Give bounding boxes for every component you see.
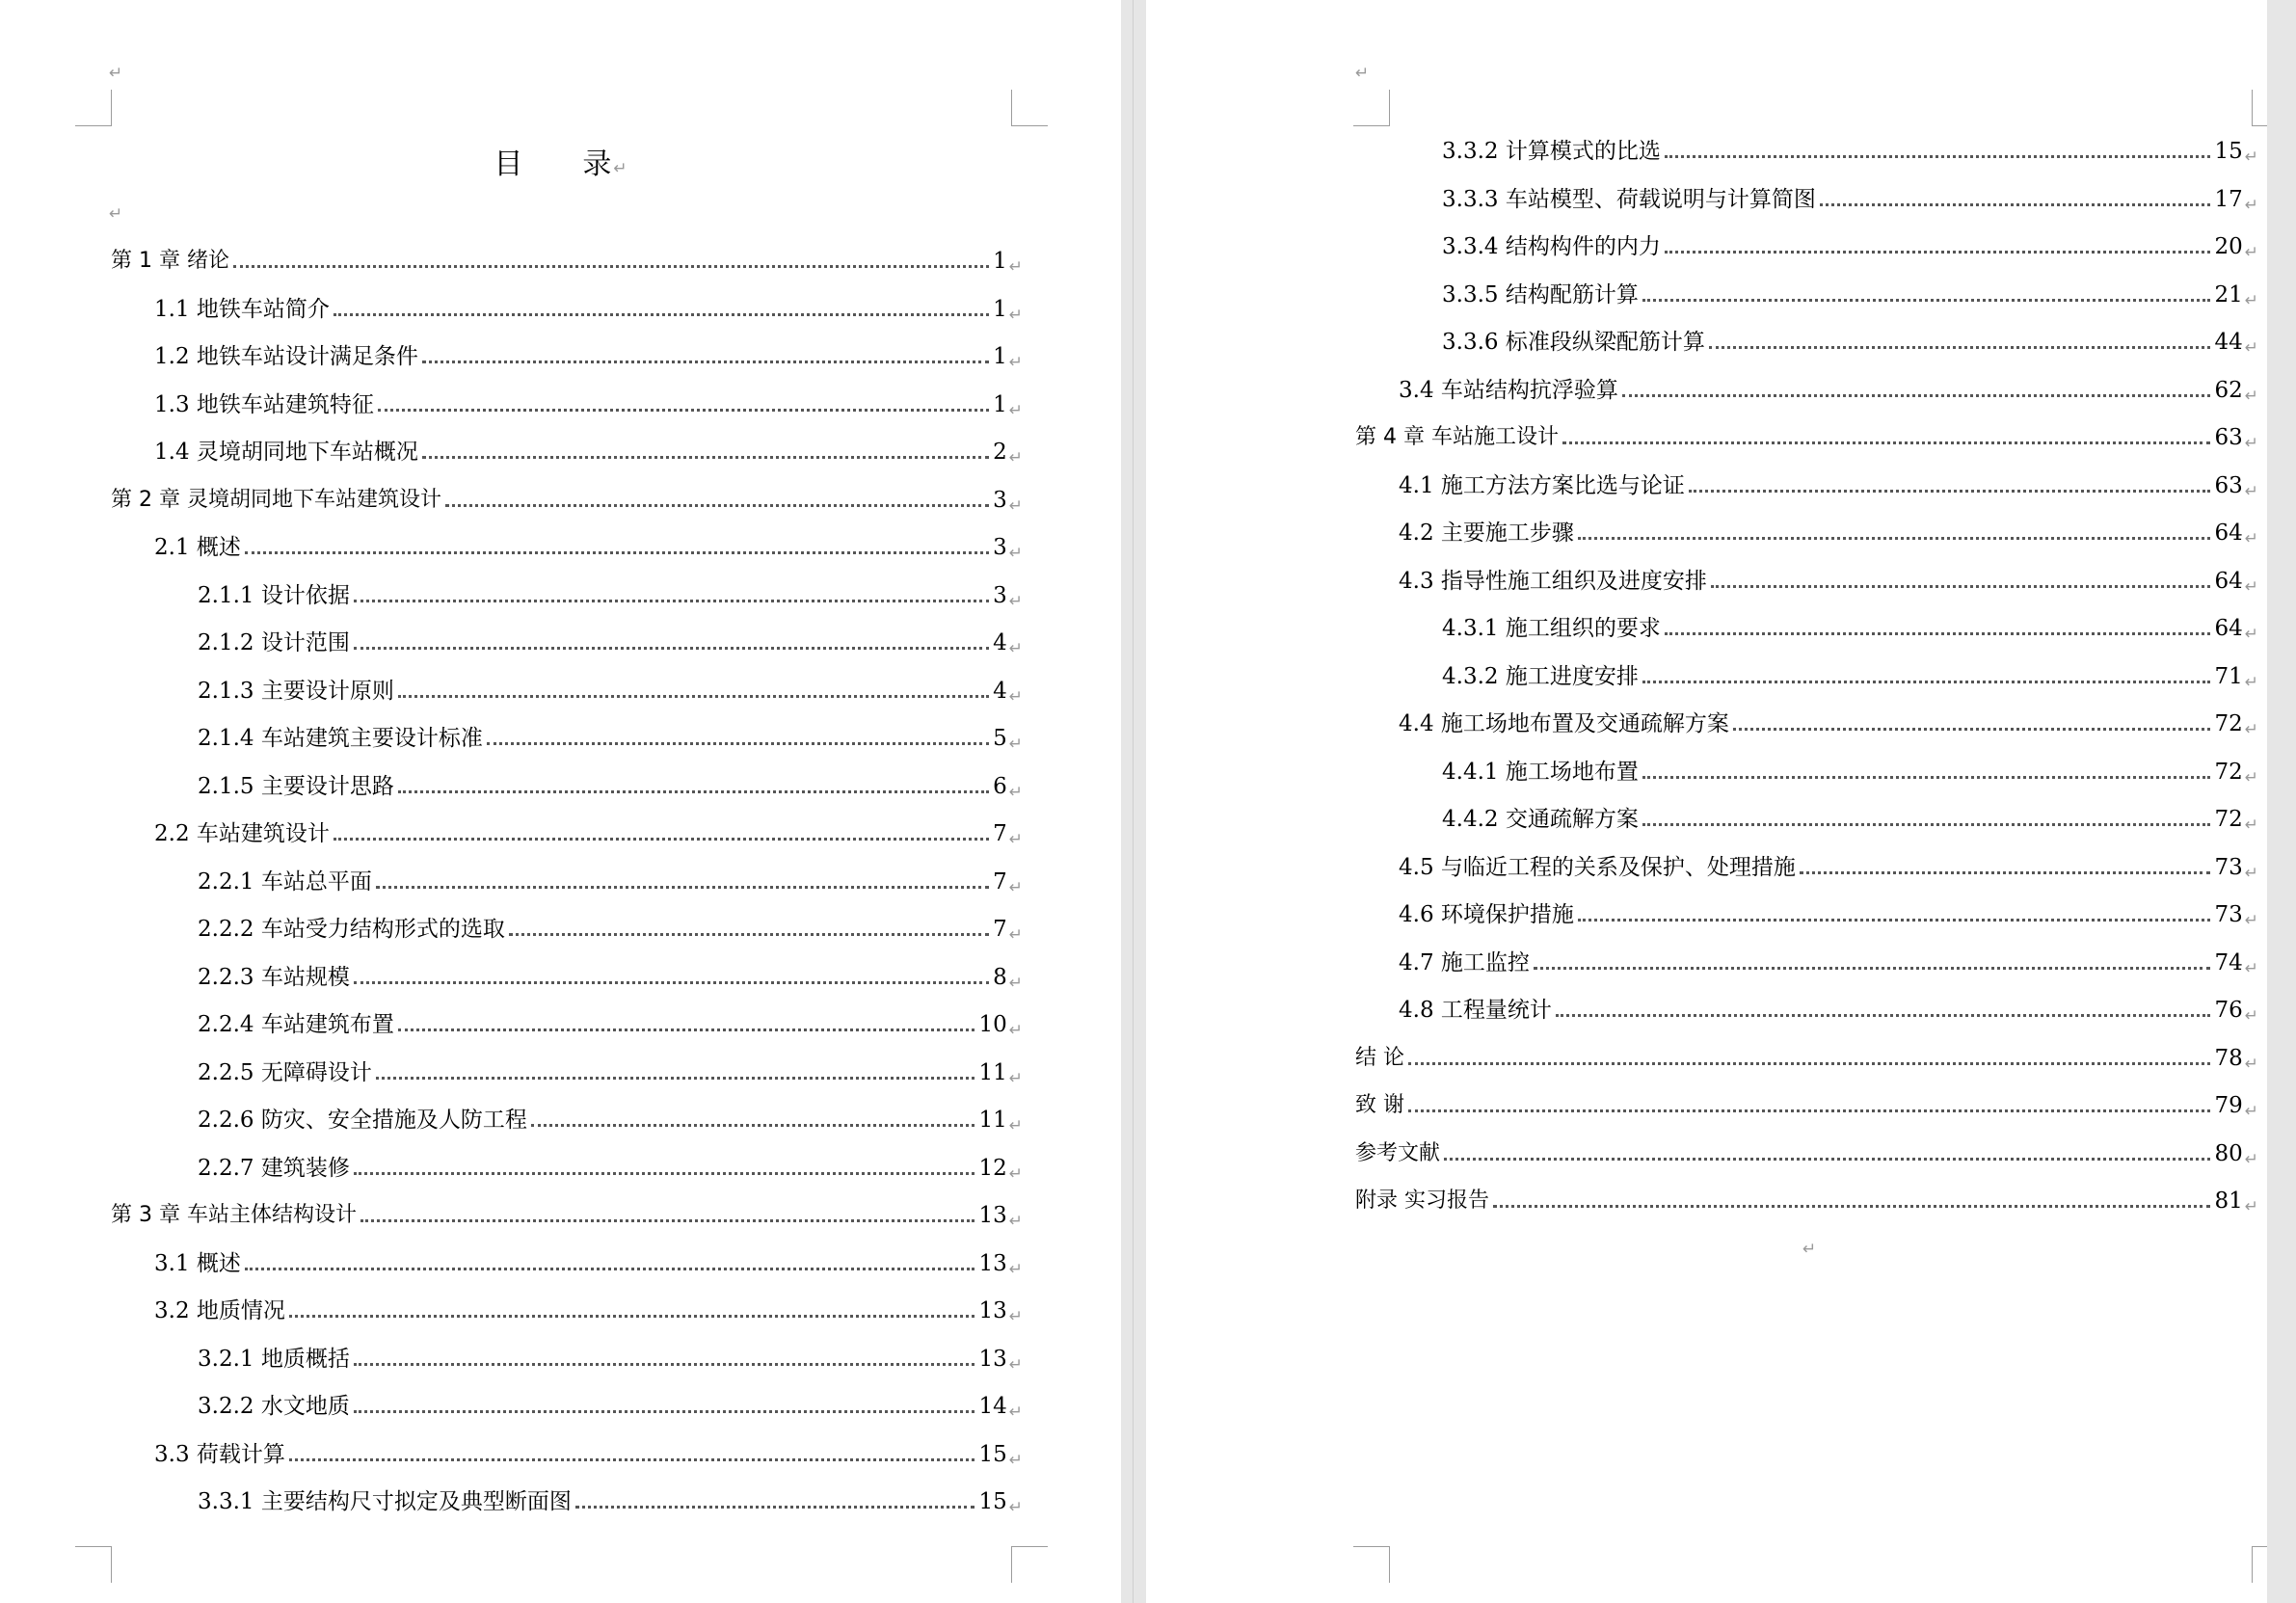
toc-entry-page: 7 <box>993 917 1007 942</box>
paragraph-mark: ↵ <box>1008 1069 1023 1088</box>
toc-leader <box>334 313 989 316</box>
paragraph-mark: ↵ <box>1008 306 1023 325</box>
toc-list-right <box>1146 0 2267 1603</box>
paragraph-mark: ↵ <box>2244 529 2258 548</box>
paragraph-mark: ↵ <box>2244 959 2258 978</box>
toc-entry[interactable] <box>1355 1185 2258 1216</box>
paragraph-mark: ↵ <box>2244 387 2258 406</box>
toc-leader <box>531 1124 975 1127</box>
toc-leader <box>1578 537 2211 540</box>
toc-entry[interactable] <box>198 913 1023 944</box>
toc-entry-page: 1 <box>993 249 1007 274</box>
toc-entry[interactable] <box>154 1247 1023 1278</box>
toc-entry[interactable] <box>198 722 1023 753</box>
toc-leader <box>354 981 989 984</box>
toc-entry-page: 17 <box>2214 187 2243 212</box>
toc-entry-page: 7 <box>993 869 1007 895</box>
toc-entry-label: 2.2.2 车站受力结构形式的选取 <box>198 917 505 942</box>
toc-entry[interactable] <box>1355 1137 2258 1168</box>
toc-entry-page: 71 <box>2214 664 2243 689</box>
toc-leader <box>1820 203 2211 206</box>
toc-entry-page: 5 <box>993 726 1007 751</box>
toc-entry-label: 2.2.5 无障碍设计 <box>198 1060 372 1085</box>
toc-leader <box>289 1315 975 1318</box>
toc-entry-label: 致 谢 <box>1355 1093 1404 1117</box>
toc-leader <box>1408 1062 2210 1065</box>
toc-leader <box>1689 490 2211 493</box>
toc-entry-label: 2.2.7 建筑装修 <box>198 1156 350 1181</box>
toc-entry-page: 11 <box>978 1108 1007 1133</box>
toc-entry-page: 79 <box>2214 1093 2243 1118</box>
toc-entry-page: 10 <box>978 1012 1007 1037</box>
toc-entry[interactable] <box>1355 1042 2258 1073</box>
toc-entry-label: 2.2.4 车站建筑布置 <box>198 1012 394 1037</box>
toc-leader <box>445 504 989 507</box>
toc-entry[interactable] <box>1442 230 2258 261</box>
toc-leader <box>1709 346 2211 349</box>
toc-entry[interactable] <box>1442 660 2258 691</box>
paragraph-mark: ↵ <box>1008 1307 1023 1326</box>
toc-entry-page: 81 <box>2214 1189 2243 1214</box>
toc-entry-label: 4.2 主要施工步骤 <box>1399 521 1574 546</box>
toc-leader <box>1800 871 2211 874</box>
toc-entry[interactable] <box>198 1056 1023 1087</box>
toc-entry[interactable] <box>1399 947 2258 977</box>
toc-leader <box>1733 728 2211 731</box>
toc-leader <box>1444 1158 2210 1161</box>
toc-entry-label: 4.3.1 施工组织的要求 <box>1442 616 1661 641</box>
toc-leader <box>509 933 989 936</box>
toc-entry-page: 3 <box>993 535 1007 560</box>
toc-entry-label: 4.8 工程量统计 <box>1399 998 1552 1023</box>
toc-entry-page: 44 <box>2214 330 2243 355</box>
toc-entry-page: 63 <box>2214 473 2243 498</box>
toc-leader <box>1665 155 2211 158</box>
toc-entry-label: 1.1 地铁车站简介 <box>154 297 330 322</box>
toc-entry[interactable] <box>198 675 1023 706</box>
toc-entry[interactable] <box>1442 612 2258 643</box>
toc-entry-label: 4.3.2 施工进度安排 <box>1442 664 1639 689</box>
toc-entry[interactable] <box>1442 183 2258 214</box>
paragraph-mark: ↵ <box>2244 434 2258 453</box>
toc-entry-label: 2.1.3 主要设计原则 <box>198 679 394 704</box>
toc-entry-page: 72 <box>2214 760 2243 785</box>
toc-entry-label: 第 3 章 车站主体结构设计 <box>111 1203 357 1227</box>
toc-leader <box>354 647 989 650</box>
toc-leader <box>398 1029 975 1031</box>
toc-entry-page: 64 <box>2214 569 2243 594</box>
toc-entry[interactable] <box>1442 326 2258 357</box>
toc-entry-page: 1 <box>993 392 1007 417</box>
toc-entry-page: 7 <box>993 821 1007 846</box>
toc-leader <box>378 409 989 412</box>
toc-entry-label: 3.3.4 结构构件的内力 <box>1442 234 1661 259</box>
paragraph-mark: ↵ <box>2244 864 2258 883</box>
toc-entry-label: 1.4 灵境胡同地下车站概况 <box>154 440 418 465</box>
toc-entry[interactable] <box>154 436 1023 467</box>
toc-leader <box>1665 251 2211 254</box>
toc-entry-page: 76 <box>2214 998 2243 1023</box>
toc-entry[interactable] <box>154 388 1023 419</box>
toc-leader <box>245 551 989 554</box>
toc-leader <box>1642 823 2211 826</box>
toc-entry-label: 2.1.2 设计范围 <box>198 630 350 655</box>
document-page-left <box>0 0 1121 1603</box>
paragraph-mark: ↵ <box>1008 687 1023 707</box>
toc-entry[interactable] <box>154 1438 1023 1469</box>
toc-entry-label: 4.4 施工场地布置及交通疏解方案 <box>1399 711 1729 736</box>
toc-entry[interactable] <box>1399 708 2258 738</box>
toc-entry[interactable] <box>1442 756 2258 787</box>
paragraph-mark: ↵ <box>1008 830 1023 849</box>
toc-entry[interactable] <box>154 340 1023 371</box>
paragraph-mark: ↵ <box>109 64 123 83</box>
toc-entry-page: 4 <box>993 630 1007 655</box>
toc-entry-page: 64 <box>2214 616 2243 641</box>
toc-entry[interactable] <box>198 1008 1023 1039</box>
toc-entry-page: 13 <box>978 1251 1007 1276</box>
toc-entry[interactable] <box>1355 1089 2258 1120</box>
toc-title-part2: 录 <box>582 147 612 181</box>
toc-leader <box>245 1268 975 1270</box>
toc-leader <box>487 742 989 745</box>
paragraph-mark: ↵ <box>1008 257 1023 277</box>
toc-list-left <box>0 0 1121 1603</box>
paragraph-mark: ↵ <box>1008 1403 1023 1422</box>
toc-entry-page: 21 <box>2214 282 2243 307</box>
toc-entry-label: 参考文献 <box>1355 1141 1441 1165</box>
toc-entry-label: 3.3.6 标准段纵梁配筋计算 <box>1442 330 1705 355</box>
toc-entry-page: 15 <box>978 1442 1007 1467</box>
toc-entry-page: 72 <box>2214 711 2243 736</box>
toc-leader <box>376 886 989 889</box>
page-divider <box>1133 0 1134 1603</box>
paragraph-mark: ↵ <box>1008 735 1023 754</box>
toc-entry[interactable] <box>1442 279 2258 309</box>
document-page-right <box>1146 0 2267 1603</box>
paragraph-mark: ↵ <box>2244 1055 2258 1074</box>
paragraph-mark: ↵ <box>1008 1164 1023 1184</box>
toc-entry[interactable] <box>1399 851 2258 882</box>
paragraph-mark: ↵ <box>109 204 123 224</box>
toc-leader <box>1556 1014 2211 1017</box>
paragraph-mark: ↵ <box>2244 720 2258 739</box>
paragraph-mark: ↵ <box>1008 925 1023 945</box>
paragraph-mark: ↵ <box>2244 1006 2258 1026</box>
toc-leader <box>354 600 989 602</box>
paragraph-mark: ↵ <box>1008 353 1023 372</box>
toc-entry-page: 72 <box>2214 807 2243 832</box>
toc-entry-label: 附录 实习报告 <box>1355 1189 1489 1213</box>
toc-title-part1: 目 <box>494 147 523 181</box>
toc-entry[interactable] <box>154 1295 1023 1325</box>
toc-entry[interactable] <box>198 1485 1023 1516</box>
toc-entry-page: 2 <box>993 440 1007 465</box>
toc-entry-page: 78 <box>2214 1046 2243 1071</box>
paragraph-mark: ↵ <box>2244 911 2258 930</box>
page-gap <box>1121 0 1146 1603</box>
toc-entry-page: 73 <box>2214 855 2243 880</box>
toc-leader <box>1493 1205 2210 1208</box>
toc-leader <box>1665 632 2211 635</box>
toc-entry-label: 3.4 车站结构抗浮验算 <box>1399 378 1618 403</box>
toc-entry-label: 4.3 指导性施工组织及进度安排 <box>1399 569 1707 594</box>
paragraph-mark: ↵ <box>1008 878 1023 897</box>
toc-entry-label: 4.7 施工监控 <box>1399 950 1530 975</box>
toc-entry-label: 1.3 地铁车站建筑特征 <box>154 392 374 417</box>
toc-leader <box>233 265 989 268</box>
toc-entry-label: 3.2.2 水文地质 <box>198 1394 350 1419</box>
toc-entry-page: 15 <box>2214 139 2243 164</box>
toc-entry[interactable] <box>111 484 1023 515</box>
paragraph-mark: ↵ <box>1355 64 1370 83</box>
paragraph-mark: ↵ <box>2244 577 2258 597</box>
paragraph-mark: ↵ <box>2244 482 2258 501</box>
toc-entry[interactable] <box>198 866 1023 896</box>
paragraph-mark: ↵ <box>1008 1260 1023 1279</box>
paragraph-mark: ↵ <box>1008 1021 1023 1040</box>
toc-entry-page: 13 <box>978 1347 1007 1372</box>
toc-entry-label: 2.2.6 防灾、安全措施及人防工程 <box>198 1108 527 1133</box>
toc-entry[interactable] <box>1355 421 2258 452</box>
toc-entry-label: 3.3 荷载计算 <box>154 1442 285 1467</box>
toc-entry-label: 结 论 <box>1355 1046 1404 1070</box>
toc-entry-label: 3.3.3 车站模型、荷载说明与计算简图 <box>1442 187 1816 212</box>
toc-leader <box>1622 394 2211 397</box>
paragraph-mark: ↵ <box>1802 1240 1817 1259</box>
toc-entry-page: 80 <box>2214 1141 2243 1166</box>
toc-entry[interactable] <box>1442 135 2258 166</box>
paragraph-mark: ↵ <box>1008 1355 1023 1375</box>
paragraph-mark: ↵ <box>613 159 627 178</box>
toc-leader <box>1642 681 2211 683</box>
toc-entry[interactable] <box>198 770 1023 801</box>
toc-leader <box>1562 441 2210 444</box>
toc-leader <box>1642 299 2211 302</box>
toc-entry-label: 2.1.5 主要设计思路 <box>198 774 394 799</box>
paragraph-mark: ↵ <box>2244 768 2258 788</box>
toc-entry[interactable] <box>111 245 1023 276</box>
toc-entry-label: 3.3.1 主要结构尺寸拟定及典型断面图 <box>198 1489 572 1514</box>
paragraph-mark: ↵ <box>2244 243 2258 262</box>
toc-entry[interactable] <box>1399 898 2258 929</box>
toc-entry-label: 4.4.2 交通疏解方案 <box>1442 807 1639 832</box>
toc-entry-label: 第 2 章 灵境胡同地下车站建筑设计 <box>111 488 441 512</box>
paragraph-mark: ↵ <box>1008 592 1023 611</box>
toc-entry-page: 3 <box>993 488 1007 513</box>
toc-entry-label: 4.5 与临近工程的关系及保护、处理措施 <box>1399 855 1796 880</box>
toc-entry-label: 4.6 环境保护措施 <box>1399 902 1574 927</box>
toc-entry-page: 1 <box>993 344 1007 369</box>
paragraph-mark: ↵ <box>1008 1212 1023 1231</box>
toc-entry-page: 63 <box>2214 425 2243 450</box>
toc-entry-label: 4.4.1 施工场地布置 <box>1442 760 1639 785</box>
toc-leader <box>354 1363 975 1366</box>
paragraph-mark: ↵ <box>2244 147 2258 167</box>
paragraph-mark: ↵ <box>1008 1498 1023 1517</box>
toc-entry[interactable] <box>1399 469 2258 500</box>
toc-entry-page: 12 <box>978 1156 1007 1181</box>
paragraph-mark: ↵ <box>2244 196 2258 215</box>
paragraph-mark: ↵ <box>2244 338 2258 358</box>
toc-entry-page: 20 <box>2214 234 2243 259</box>
paragraph-mark: ↵ <box>2244 1197 2258 1216</box>
toc-entry[interactable] <box>1399 994 2258 1025</box>
toc-entry[interactable] <box>198 1343 1023 1374</box>
paragraph-mark: ↵ <box>2244 673 2258 692</box>
toc-entry[interactable] <box>198 1152 1023 1183</box>
toc-leader <box>289 1458 975 1461</box>
toc-entry-page: 74 <box>2214 950 2243 975</box>
toc-entry[interactable] <box>198 1104 1023 1135</box>
toc-entry[interactable] <box>198 1390 1023 1421</box>
toc-entry-label: 第 4 章 车站施工设计 <box>1355 425 1559 449</box>
toc-leader <box>360 1219 974 1222</box>
toc-leader <box>354 1410 975 1413</box>
toc-entry-label: 2.1 概述 <box>154 535 241 560</box>
toc-entry-page: 4 <box>993 679 1007 704</box>
toc-entry-label: 3.2 地质情况 <box>154 1298 285 1323</box>
toc-entry-label: 2.2.1 车站总平面 <box>198 869 372 895</box>
toc-entry-page: 64 <box>2214 521 2243 546</box>
toc-leader <box>422 361 989 363</box>
toc-entry-label: 第 1 章 绪论 <box>111 249 229 273</box>
toc-entry-label: 2.2.3 车站规模 <box>198 965 350 990</box>
toc-leader <box>1711 585 2211 588</box>
toc-entry[interactable] <box>198 627 1023 657</box>
toc-leader <box>398 790 989 793</box>
toc-entry-page: 15 <box>978 1489 1007 1514</box>
toc-entry[interactable] <box>111 1199 1023 1230</box>
toc-entry-page: 62 <box>2214 378 2243 403</box>
toc-leader <box>1408 1109 2210 1112</box>
toc-entry-page: 1 <box>993 297 1007 322</box>
toc-entry[interactable] <box>154 293 1023 324</box>
toc-leader <box>376 1077 975 1080</box>
paragraph-mark: ↵ <box>1008 1451 1023 1470</box>
toc-leader <box>422 456 989 459</box>
toc-entry-label: 2.1.4 车站建筑主要设计标准 <box>198 726 483 751</box>
paragraph-mark: ↵ <box>1008 783 1023 802</box>
paragraph-mark: ↵ <box>1008 448 1023 468</box>
paragraph-mark: ↵ <box>1008 639 1023 658</box>
paragraph-mark: ↵ <box>2244 1102 2258 1121</box>
toc-entry-label: 3.3.5 结构配筋计算 <box>1442 282 1639 307</box>
toc-leader <box>575 1506 975 1509</box>
paragraph-mark: ↵ <box>2244 625 2258 644</box>
toc-entry[interactable] <box>1399 565 2258 596</box>
toc-entry-label: 4.1 施工方法方案比选与论证 <box>1399 473 1685 498</box>
toc-entry[interactable] <box>198 961 1023 992</box>
paragraph-mark: ↵ <box>2244 291 2258 310</box>
paragraph-mark: ↵ <box>2244 1150 2258 1169</box>
toc-entry-page: 6 <box>993 774 1007 799</box>
toc-entry-page: 73 <box>2214 902 2243 927</box>
toc-entry[interactable] <box>1442 803 2258 834</box>
toc-leader <box>1642 776 2211 779</box>
toc-entry-label: 2.2 车站建筑设计 <box>154 821 330 846</box>
toc-entry-page: 13 <box>978 1203 1007 1228</box>
paragraph-mark: ↵ <box>1008 496 1023 516</box>
toc-leader <box>398 695 989 698</box>
toc-entry-page: 11 <box>978 1060 1007 1085</box>
toc-entry-label: 3.1 概述 <box>154 1251 241 1276</box>
toc-entry-label: 1.2 地铁车站设计满足条件 <box>154 344 418 369</box>
paragraph-mark: ↵ <box>1008 1116 1023 1135</box>
toc-entry[interactable] <box>1399 517 2258 548</box>
toc-entry-page: 8 <box>993 965 1007 990</box>
toc-leader <box>334 838 989 841</box>
toc-entry-label: 2.1.1 设计依据 <box>198 583 350 608</box>
toc-entry[interactable] <box>1399 374 2258 405</box>
toc-entry-label: 3.3.2 计算模式的比选 <box>1442 139 1661 164</box>
toc-leader <box>1578 919 2211 922</box>
toc-entry-page: 13 <box>978 1298 1007 1323</box>
paragraph-mark: ↵ <box>1008 544 1023 563</box>
toc-entry-page: 3 <box>993 583 1007 608</box>
toc-entry-label: 3.2.1 地质概括 <box>198 1347 350 1372</box>
toc-entry-page: 14 <box>978 1394 1007 1419</box>
paragraph-mark: ↵ <box>1008 401 1023 420</box>
paragraph-mark: ↵ <box>2244 815 2258 835</box>
toc-leader <box>354 1172 975 1175</box>
toc-entry[interactable] <box>154 531 1023 562</box>
toc-entry[interactable] <box>198 579 1023 610</box>
paragraph-mark: ↵ <box>1008 974 1023 993</box>
toc-entry[interactable] <box>154 817 1023 848</box>
toc-leader <box>1534 967 2211 970</box>
